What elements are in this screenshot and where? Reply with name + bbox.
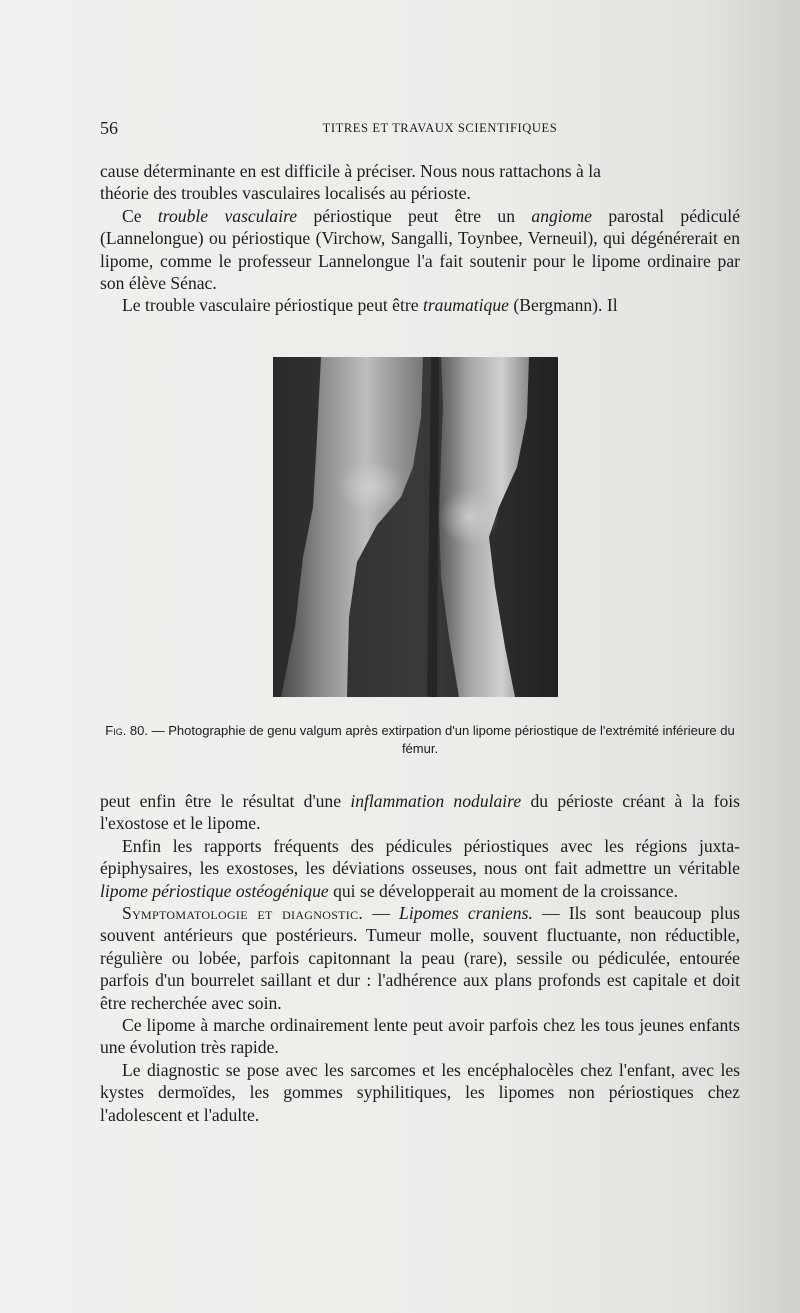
text-block-bottom [100, 790, 740, 1126]
italic-term: angiome [531, 205, 592, 226]
text-run: peut enfin être le résultat d'une [100, 791, 351, 811]
paragraph [100, 835, 740, 902]
running-title: TITRES ET TRAVAUX SCIENTIFIQUES [322, 121, 558, 135]
knee-photograph [273, 357, 558, 697]
figure-caption [100, 722, 740, 758]
text-run: — [363, 903, 400, 924]
text-run: du périoste créant à la fois l'exostose et le lipome. [100, 791, 740, 834]
running-header [100, 118, 740, 142]
text-run: qui se développerait au moment de la croissance. [328, 880, 678, 901]
italic-term: Lipomes craniens. [399, 903, 533, 924]
paragraph [100, 294, 740, 316]
text-block-top [100, 160, 740, 317]
italic-term: traumatique [422, 295, 509, 316]
text-line: cause déterminante en est difficile à préciser. Nous nous rattachons à la [100, 161, 601, 181]
text-run: périostique peut être un [297, 205, 532, 226]
paragraph [100, 902, 740, 1014]
paragraph: Ce lipome à marche ordinairement lente peut avoir parfois chez les tous jeunes enfants une évolution très rapide. [100, 1015, 740, 1058]
paragraph: Le diagnostic se pose avec les sarcomes et les encéphalocèles chez l'enfant, avec les kystes dermoïdes, les gommes syphilitiques, les lipomes non périostiques chez l'adolescent et l'adulte. [100, 1059, 740, 1125]
caption-text: — Photographie de genu valgum après extirpation d'un lipome périostique de l'extrémité inférieure du fémur. [148, 723, 735, 756]
page-number: 56 [100, 118, 118, 138]
paragraph [100, 205, 740, 295]
italic-term: trouble vasculaire [157, 205, 298, 226]
italic-term: lipome périostique ostéogénique [100, 880, 329, 901]
paragraph [100, 160, 740, 205]
text-line: théorie des troubles vasculaires localisés au périoste. [100, 183, 471, 204]
paragraph [100, 790, 740, 835]
text-run: Enfin les rapports fréquents des pédicules périostiques avec les régions juxta-épiphysaires, les exostoses, les déviations osseuses, nous ont fait admettre un véritable [100, 835, 740, 879]
text-run: Le trouble vasculaire périostique peut être [122, 295, 423, 316]
section-heading: Symptomatologie et diagnostic. [122, 903, 364, 924]
text-run: (Bergmann). Il [508, 295, 618, 316]
text-run: Ce [122, 205, 158, 226]
italic-term: inflammation nodulaire [350, 791, 522, 811]
text-run: parostal pédiculé (Lannelongue) ou périostique (Virchow, Sangalli, Toynbee, Verneuil), qui dégénérerait en lipome, comme le professeur Lannelongue l'a fait soutenir pour le lipome ordinaire par son élève Sénac. [100, 205, 741, 294]
text-run: — Ils sont beaucoup plus souvent antérieurs que postérieurs. Tumeur molle, souvent fluctuante, non réductible, régulière ou lobée, parfois capitonnant la peau (rare), sessile ou pédiculée, entourée parfois d'un bourrelet saillant et dur : l'adhérence aux plans profonds est capitale et doit être recherchée avec soin. [100, 903, 740, 1013]
figure-label: Fig. 80. [105, 723, 149, 738]
